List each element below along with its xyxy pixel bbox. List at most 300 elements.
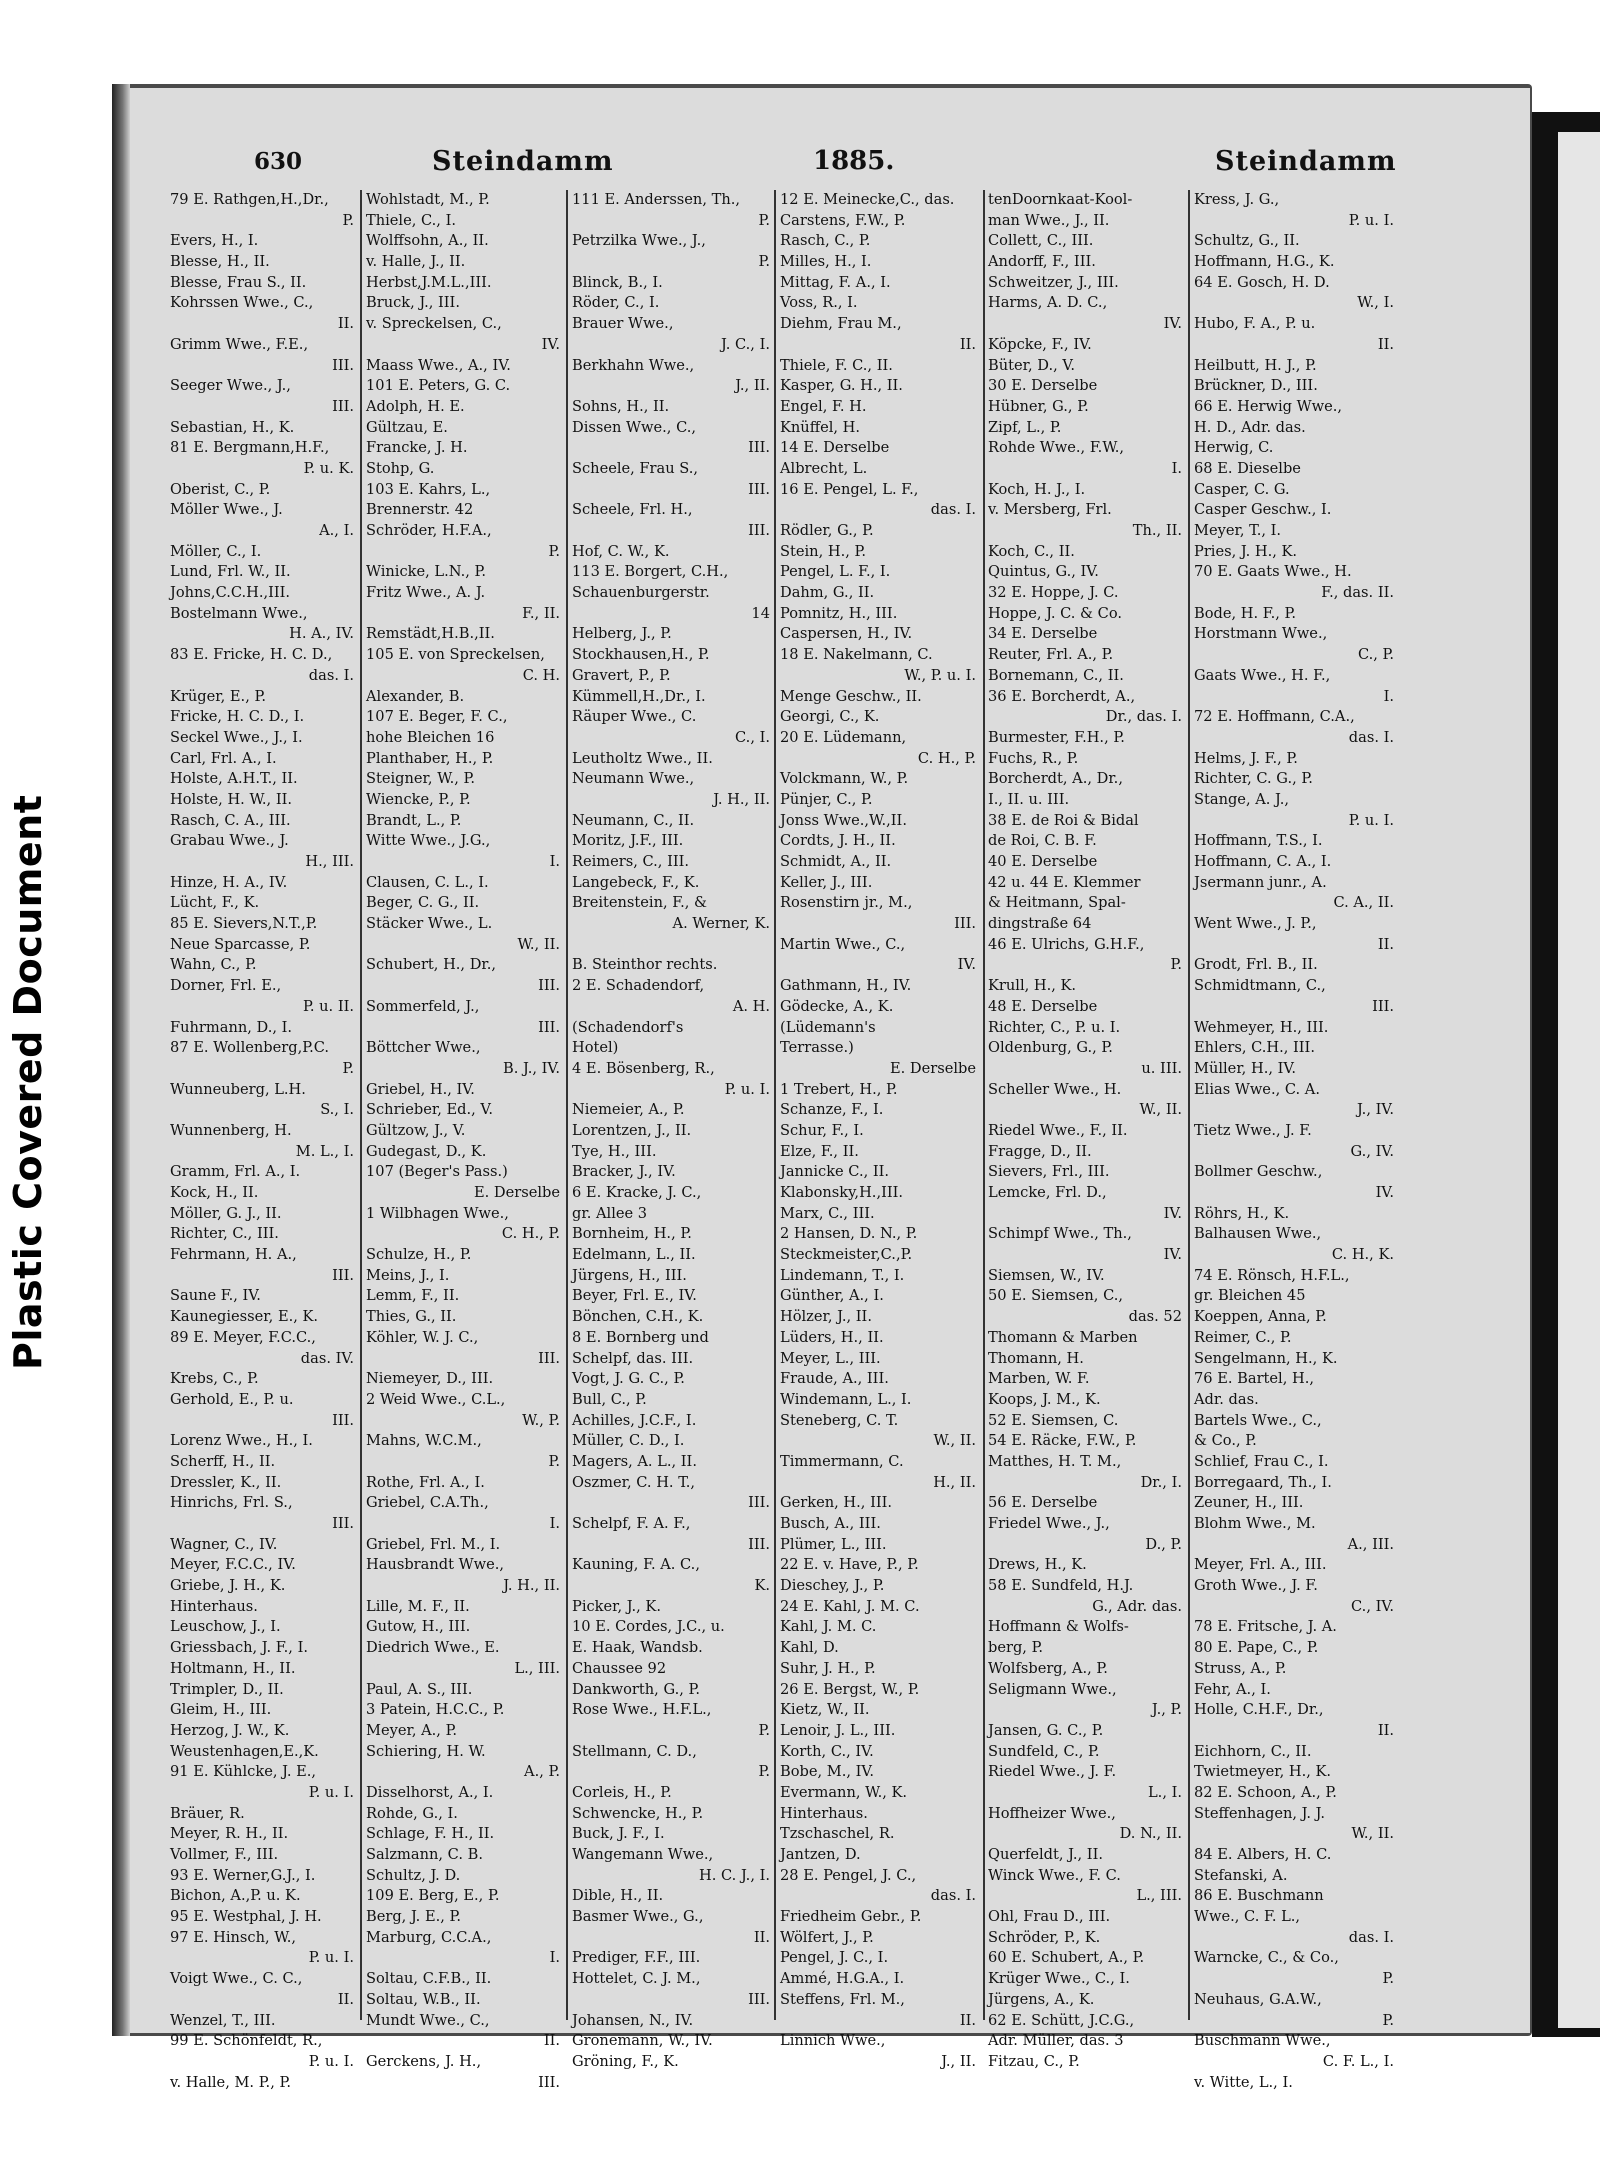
directory-line: Remstädt,H.B.,II.	[366, 625, 495, 643]
directory-line: III.	[748, 439, 770, 457]
directory-line: Bichon, A.,P. u. K.	[170, 1887, 301, 1905]
directory-line: H., III.	[305, 853, 354, 870]
directory-line: 2 E. Schadendorf,	[572, 977, 705, 995]
directory-line: 62 E. Schütt, J.C.G.,	[988, 2011, 1135, 2029]
directory-line: Hinze, H. A., IV.	[170, 873, 288, 891]
directory-line: Jannicke C., II.	[780, 1163, 890, 1181]
directory-line: 84 E. Albers, H. C.	[1194, 1846, 1332, 1863]
directory-line: II.	[1377, 1721, 1394, 1739]
directory-line: Bruck, J., III.	[366, 294, 460, 312]
directory-line: Koops, J. M., K.	[988, 1390, 1101, 1408]
directory-line: 64 E. Gosch, H. D.	[1194, 273, 1330, 291]
directory-line: Gödecke, A., K.	[780, 997, 894, 1015]
directory-line: Richter, C., P. u. I.	[988, 1018, 1121, 1036]
directory-line: 14	[751, 604, 770, 622]
directory-line: Riedel Wwe., F., II.	[988, 1121, 1128, 1139]
directory-line: Thomann, H.	[988, 1349, 1084, 1367]
directory-line: Steffens, Frl. M.,	[780, 1990, 905, 2008]
directory-line: Hübner, G., P.	[988, 397, 1089, 415]
directory-line: J., II.	[735, 377, 770, 395]
directory-line: Stange, A. J.,	[1194, 790, 1290, 808]
directory-line: Gerken, H., III.	[780, 1494, 893, 1512]
directory-line: 95 E. Westphal, J. H.	[170, 1908, 322, 1926]
directory-line: Riedel Wwe., J. F.	[988, 1763, 1117, 1781]
directory-line: Niemeier, A., P.	[572, 1101, 685, 1119]
directory-line: 50 E. Siemsen, C.,	[988, 1287, 1124, 1305]
directory-line: F., das. II.	[1321, 584, 1394, 602]
directory-line: 12 E. Meinecke,C., das.	[780, 191, 955, 208]
directory-line: Burmester, F.H., P.	[988, 728, 1125, 746]
directory-line: Schiering, H. W.	[366, 1742, 486, 1760]
directory-line: das. I.	[308, 666, 354, 684]
directory-line: Schröder, H.F.A.,	[366, 522, 492, 539]
directory-line: L., III.	[1136, 1887, 1182, 1905]
directory-line: 105 E. von Spreckelsen,	[366, 646, 545, 664]
directory-line: Korth, C., IV.	[780, 1742, 874, 1760]
directory-line: Fuchs, R., P.	[988, 749, 1079, 767]
directory-line: 4 E. Bösenberg, R.,	[572, 1059, 715, 1077]
directory-line: Casper, C. G.	[1194, 480, 1290, 498]
directory-line: 38 E. de Roi & Bidal	[988, 811, 1139, 829]
directory-line: Räuper Wwe., C.	[572, 708, 697, 726]
directory-line: Lemcke, Frl. D.,	[988, 1184, 1107, 1201]
directory-line: Tietz Wwe., J. F.	[1194, 1121, 1312, 1139]
directory-line: Lindemann, T., I.	[780, 1266, 905, 1284]
directory-line: Winicke, L.N., P.	[366, 563, 486, 581]
directory-line: Krüger, E., P.	[170, 687, 266, 705]
directory-line: W., II.	[1139, 1101, 1182, 1119]
directory-line: 82 E. Schoon, A., P.	[1194, 1783, 1337, 1801]
directory-line: Steffenhagen, J. J.	[1194, 1804, 1326, 1822]
directory-line: Krull, H., K.	[988, 977, 1077, 995]
directory-line: Soltau, C.F.B., II.	[366, 1970, 492, 1988]
directory-line: C. F. L., I.	[1322, 2052, 1394, 2070]
directory-line: v. Mersberg, Frl.	[988, 501, 1112, 519]
directory-line: Neuhaus, G.A.W.,	[1194, 1990, 1322, 2008]
directory-line: Stockhausen,H., P.	[572, 646, 710, 664]
directory-line: Struss, A., P.	[1194, 1659, 1287, 1677]
directory-line: Schlage, F. H., II.	[366, 1825, 495, 1843]
directory-line: Seeger Wwe., J.,	[170, 377, 291, 395]
directory-line: 60 E. Schubert, A., P.	[988, 1949, 1145, 1967]
directory-line: III.	[748, 522, 770, 539]
directory-line: Herwig, C.	[1194, 439, 1274, 457]
directory-line: Zipf, L., P.	[988, 418, 1062, 436]
directory-line: II.	[1377, 335, 1394, 353]
directory-line: Basmer Wwe., G.,	[572, 1908, 704, 1926]
directory-line: Bostelmann Wwe.,	[170, 604, 308, 622]
directory-line: Steckmeister,C.,P.	[780, 1246, 913, 1264]
directory-line: 16 E. Pengel, L. F.,	[780, 480, 919, 498]
directory-line: hohe Bleichen 16	[366, 728, 495, 746]
directory-line: Krüger Wwe., C., I.	[988, 1970, 1130, 1988]
directory-line: Schmidtmann, C.,	[1194, 977, 1326, 995]
running-head-year: 1885.	[813, 146, 895, 176]
directory-line: L., I.	[1147, 1783, 1182, 1801]
directory-line: Pries, J. H., K.	[1194, 542, 1298, 560]
directory-line: Hotel)	[572, 1039, 619, 1057]
directory-line: 68 E. Dieselbe	[1194, 459, 1301, 477]
directory-line: Meins, J., I.	[366, 1266, 450, 1284]
directory-line: Gültzau, E.	[366, 418, 448, 436]
directory-line: III.	[1372, 997, 1394, 1015]
directory-line: Kietz, W., II.	[780, 1701, 870, 1719]
directory-line: v. Halle, M. P., P.	[170, 2073, 291, 2091]
directory-line: Meyer, R. H., II.	[170, 1825, 289, 1843]
binding-shadow	[112, 84, 130, 2036]
directory-line: Linnich Wwe.,	[780, 2032, 886, 2050]
directory-line: J., II.	[941, 2052, 976, 2070]
directory-line: 56 E. Derselbe	[988, 1494, 1098, 1512]
directory-line: G., Adr. das.	[1092, 1597, 1182, 1615]
directory-line: Gröning, F., K.	[572, 2052, 679, 2070]
directory-line: Berg, J. E., P.	[366, 1908, 462, 1926]
directory-line: Thiele, C., I.	[366, 211, 456, 229]
directory-line: P.	[1382, 1970, 1394, 1988]
directory-line: Holtmann, H., II.	[170, 1659, 296, 1677]
directory-line: Leuschow, J., I.	[170, 1618, 281, 1636]
directory-line: Zeuner, H., III.	[1194, 1494, 1304, 1512]
directory-line: Wolfsberg, A., P.	[988, 1659, 1108, 1677]
directory-line: Carstens, F.W., P.	[780, 211, 906, 229]
running-head-right: Steindamm	[1215, 146, 1397, 177]
directory-line: K.	[754, 1577, 770, 1595]
directory-line: P. u. I.	[1348, 811, 1394, 829]
directory-line: Groth Wwe., J. F.	[1194, 1577, 1318, 1595]
directory-line: Blohm Wwe., M.	[1194, 1515, 1316, 1532]
directory-line: Harms, A. D. C.,	[988, 294, 1108, 312]
directory-line: Th., II.	[1132, 522, 1182, 539]
directory-line: Friedheim Gebr., P.	[780, 1908, 922, 1926]
directory-line: Diedrich Wwe., E.	[366, 1639, 500, 1657]
directory-line: Collett, C., III.	[988, 232, 1094, 250]
directory-line: P.	[342, 1059, 354, 1077]
directory-line: Fraude, A., III.	[780, 1370, 889, 1388]
directory-line: Sundfeld, C., P.	[988, 1742, 1100, 1760]
directory-line: Berkhahn Wwe.,	[572, 356, 695, 374]
directory-line: E. Derselbe	[889, 1059, 976, 1077]
directory-line: 46 E. Ulrichs, G.H.F.,	[988, 935, 1145, 953]
directory-line: Oszmer, C. H. T.,	[572, 1473, 696, 1491]
directory-line: Hinrichs, Frl. S.,	[170, 1494, 293, 1512]
directory-line: III.	[954, 915, 976, 933]
directory-line: Lille, M. F., II.	[366, 1597, 470, 1615]
directory-line: 111 E. Anderssen, Th.,	[572, 191, 741, 208]
directory-line: IV.	[1163, 1204, 1182, 1222]
directory-line: Möller, G. J., II.	[170, 1204, 282, 1222]
directory-line: Hubo, F. A., P. u.	[1194, 315, 1316, 333]
directory-line: Jürgens, H., III.	[572, 1266, 687, 1284]
directory-line: Suhr, J. H., P.	[780, 1659, 876, 1677]
directory-line: Gramm, Frl. A., I.	[170, 1163, 301, 1181]
directory-line: Blesse, H., II.	[170, 253, 270, 271]
directory-line: Seligmann Wwe.,	[988, 1680, 1117, 1698]
directory-line: Horstmann Wwe.,	[1194, 625, 1328, 643]
directory-line: I.	[1383, 687, 1394, 705]
directory-line: das. IV.	[300, 1349, 354, 1367]
directory-line: das. I.	[930, 501, 976, 519]
directory-line: F., II.	[522, 604, 560, 622]
directory-line: Rose Wwe., H.F.L.,	[572, 1701, 712, 1719]
side-label-text: Plastic Covered Document	[6, 794, 50, 1370]
directory-line: II.	[753, 1928, 770, 1946]
directory-line: Schelpf, das. III.	[572, 1349, 694, 1367]
directory-line: Mahns, W.C.M.,	[366, 1432, 482, 1450]
directory-line: Trimpler, D., II.	[170, 1680, 284, 1698]
directory-line: u. III.	[1141, 1059, 1182, 1077]
directory-line: Dible, H., II.	[572, 1887, 664, 1905]
directory-line: C. H.	[522, 666, 560, 684]
directory-line: Gravert, P., P.	[572, 666, 671, 684]
directory-line: B. Steinthor rechts.	[572, 956, 718, 974]
directory-line: Jsermann junr., A.	[1194, 873, 1327, 891]
directory-line: W., II.	[517, 935, 560, 953]
directory-line: v. Witte, L., I.	[1194, 2073, 1293, 2091]
directory-line: Köpcke, F., IV.	[988, 335, 1092, 353]
directory-line: Scheele, Frau S.,	[572, 459, 699, 477]
directory-line: Milles, H., I.	[780, 253, 872, 271]
directory-line: Terrasse.)	[780, 1039, 854, 1057]
directory-line: Gerhold, E., P. u.	[170, 1390, 294, 1408]
directory-line: I.	[549, 1515, 560, 1532]
directory-line: Dahm, G., II.	[780, 584, 875, 602]
directory-line: Meyer, L., III.	[780, 1349, 881, 1367]
directory-line: Dorner, Frl. E.,	[170, 977, 282, 995]
column-rule	[983, 190, 985, 2020]
directory-line: III.	[332, 1515, 354, 1532]
directory-line: 109 E. Berg, E., P.	[366, 1887, 500, 1905]
directory-line: Voigt Wwe., C. C.,	[170, 1970, 303, 1988]
directory-line: Siemsen, W., IV.	[988, 1266, 1105, 1284]
directory-line: A. H.	[732, 997, 770, 1015]
directory-line: Jürgens, A., K.	[988, 1990, 1095, 2008]
directory-line: P.	[758, 1763, 770, 1781]
directory-line: A. Werner, K.	[672, 915, 770, 933]
directory-line: IV.	[541, 335, 560, 353]
directory-line: Querfeldt, J., II.	[988, 1846, 1103, 1863]
directory-line: de Roi, C. B. F.	[988, 832, 1097, 850]
directory-line: Schwencke, H., P.	[572, 1804, 704, 1822]
directory-line: Hinterhaus.	[780, 1804, 868, 1822]
directory-line: J., P.	[1151, 1701, 1182, 1719]
directory-line: Schmidt, A., II.	[780, 853, 892, 870]
directory-line: Büter, D., V.	[988, 356, 1075, 374]
directory-line: 24 E. Kahl, J. M. C.	[780, 1597, 920, 1615]
directory-line: Wunnenberg, H.	[170, 1121, 292, 1139]
directory-line: 28 E. Pengel, J. C.,	[780, 1866, 917, 1884]
directory-column-2	[366, 190, 560, 2091]
directory-line: Scheller Wwe., H.	[988, 1080, 1122, 1098]
directory-line: Schur, F., I.	[780, 1121, 864, 1139]
directory-line: Oldenburg, G., P.	[988, 1039, 1113, 1057]
directory-line: P.	[548, 1452, 560, 1470]
directory-line: S., I.	[320, 1101, 354, 1119]
directory-line: 42 u. 44 E. Klemmer	[988, 873, 1141, 891]
directory-line: Dieschey, J., P.	[780, 1577, 885, 1595]
directory-line: III.	[538, 1349, 560, 1367]
directory-line: Pengel, L. F., I.	[780, 563, 891, 581]
directory-line: Sievers, Frl., III.	[988, 1163, 1110, 1181]
directory-line: Meyer, T., I.	[1194, 522, 1282, 539]
column-rule	[566, 190, 568, 2020]
directory-line: Magers, A. L., II.	[572, 1452, 697, 1470]
directory-line: Stellmann, C. D.,	[572, 1742, 697, 1760]
directory-line: P. u. II.	[303, 997, 354, 1015]
column-rule	[774, 190, 776, 2020]
directory-line: Mundt Wwe., C.,	[366, 2011, 490, 2029]
directory-line: Andorff, F., III.	[988, 253, 1096, 271]
directory-line: Balhausen Wwe.,	[1194, 1225, 1322, 1243]
directory-line: 113 E. Borgert, C.H.,	[572, 563, 729, 581]
directory-line: I.	[1171, 459, 1182, 477]
directory-line: 103 E. Kahrs, L.,	[366, 480, 491, 498]
directory-line: 6 E. Kracke, J. C.,	[572, 1184, 702, 1201]
directory-line: Hausbrandt Wwe.,	[366, 1556, 504, 1574]
directory-line: C. A., II.	[1333, 894, 1394, 912]
directory-line: III.	[748, 1535, 770, 1553]
directory-line: Kahl, D.	[780, 1639, 839, 1657]
directory-line: Vollmer, F., III.	[170, 1846, 279, 1863]
directory-line: Engel, F. H.	[780, 397, 867, 415]
directory-line: Cordts, J. H., II.	[780, 832, 896, 850]
directory-line: Wiencke, P., P.	[366, 790, 471, 808]
directory-line: Wunneuberg, L.H.	[170, 1080, 306, 1098]
directory-line: I.	[549, 853, 560, 870]
directory-line: Lorenz Wwe., H., I.	[170, 1432, 313, 1450]
directory-line: Hottelet, C. J. M.,	[572, 1970, 701, 1988]
directory-line: Griessbach, J. F., I.	[170, 1639, 308, 1657]
directory-line: I., II. u. III.	[988, 790, 1070, 808]
directory-line: Grabau Wwe., J.	[170, 832, 289, 850]
directory-line: Hölzer, J., II.	[780, 1308, 872, 1326]
directory-line: Thomann & Marben	[988, 1328, 1138, 1346]
directory-line: Gerckens, J. H.,	[366, 2052, 482, 2070]
directory-line: Bode, H. F., P.	[1194, 604, 1297, 622]
directory-line: Bornemann, C., II.	[988, 666, 1124, 684]
directory-line: Prediger, F.F., III.	[572, 1949, 701, 1967]
directory-line: C., P.	[1357, 646, 1394, 664]
directory-line: Griebel, Frl. M., I.	[366, 1535, 501, 1553]
directory-line: Müller, C. D., I.	[572, 1432, 685, 1450]
directory-line: Pengel, J. C., I.	[780, 1949, 889, 1967]
directory-line: Adr. das.	[1194, 1390, 1259, 1408]
directory-line: W., II.	[1351, 1825, 1394, 1843]
directory-line: Soltau, W.B., II.	[366, 1990, 481, 2008]
directory-line: v. Spreckelsen, C.,	[366, 315, 502, 333]
directory-line: Wangemann Wwe.,	[572, 1846, 714, 1863]
directory-line: Schauenburgerstr.	[572, 584, 710, 602]
directory-line: Bartels Wwe., C.,	[1194, 1411, 1322, 1429]
directory-line: II.	[337, 1990, 354, 2008]
directory-line: 72 E. Hoffmann, C.A.,	[1194, 708, 1355, 726]
directory-line: Buschmann Wwe.,	[1194, 2032, 1331, 2050]
page-number: 630	[254, 148, 303, 175]
directory-line: 83 E. Fricke, H. C. D.,	[170, 646, 333, 664]
directory-line: Picker, J., K.	[572, 1597, 661, 1615]
directory-line: P.	[758, 1721, 770, 1739]
directory-line: IV.	[1163, 315, 1182, 333]
directory-line: Möller, C., I.	[170, 542, 262, 560]
directory-line: Schubert, H., Dr.,	[366, 956, 497, 974]
directory-line: 2 Weid Wwe., C.L.,	[366, 1390, 506, 1408]
directory-line: das. I.	[930, 1887, 976, 1905]
directory-line: Timmermann, C.	[780, 1452, 904, 1470]
directory-line: Busch, A., III.	[780, 1515, 881, 1532]
directory-line: Wwe., C. F. L.,	[1194, 1908, 1301, 1926]
directory-line: Herzog, J. W., K.	[170, 1721, 290, 1739]
directory-line: Windemann, L., I.	[780, 1390, 912, 1408]
directory-line: Seckel Wwe., J., I.	[170, 728, 303, 746]
directory-column-1	[170, 190, 354, 2091]
directory-line: Hoffmann & Wolfs-	[988, 1618, 1129, 1636]
directory-line	[572, 935, 770, 956]
directory-line: IV.	[1375, 1184, 1394, 1201]
directory-line: C., IV.	[1351, 1597, 1394, 1615]
directory-line: 32 E. Hoppe, J. C.	[988, 584, 1119, 602]
directory-line: gr. Allee 3	[572, 1204, 648, 1222]
directory-line: Francke, J. H.	[366, 439, 468, 457]
directory-line: Koch, H. J., I.	[988, 480, 1086, 498]
directory-line: 20 E. Lüdemann,	[780, 728, 907, 746]
directory-line: Chaussee 92	[572, 1659, 667, 1677]
directory-line: W., P.	[522, 1411, 560, 1429]
directory-line: 40 E. Derselbe	[988, 853, 1098, 870]
directory-line: Wagner, C., IV.	[170, 1535, 278, 1553]
directory-line: J. C., I.	[721, 335, 770, 353]
directory-line: Jonss Wwe.,W.,II.	[780, 811, 907, 829]
directory-line: Fehr, A., I.	[1194, 1680, 1271, 1698]
directory-line: 1 Trebert, H., P.	[780, 1080, 898, 1098]
directory-line: H. D., Adr. das.	[1194, 418, 1306, 436]
directory-line: Richter, C. G., P.	[1194, 770, 1313, 788]
directory-line: Fragge, D., II.	[988, 1142, 1092, 1160]
directory-line: W., P. u. I.	[904, 666, 976, 684]
directory-line: Scheele, Frl. H.,	[572, 501, 693, 519]
directory-line: Rasch, C. A., III.	[170, 811, 291, 829]
directory-column-6	[1194, 190, 1394, 2091]
directory-line: Blinck, B., I.	[572, 273, 663, 291]
directory-line: Albrecht, L.	[780, 459, 868, 477]
directory-column-3	[572, 190, 770, 2070]
directory-line: Stäcker Wwe., L.	[366, 915, 493, 933]
directory-line: Winck Wwe., F. C.	[988, 1866, 1121, 1884]
directory-line: Marben, W. F.	[988, 1370, 1090, 1388]
directory-line: 89 E. Meyer, F.C.C.,	[170, 1328, 316, 1346]
directory-line: Johns,C.C.H.,III.	[170, 584, 291, 602]
directory-line: Wolffsohn, A., II.	[366, 232, 489, 250]
directory-line: Hoffmann, H.G., K.	[1194, 253, 1335, 271]
directory-line: Günther, A., I.	[780, 1287, 884, 1305]
directory-line: Kock, H., II.	[170, 1184, 259, 1201]
directory-line: III.	[538, 1018, 560, 1036]
directory-line: Lenoir, J. L., III.	[780, 1721, 896, 1739]
directory-line: Holste, A.H.T., II.	[170, 770, 298, 788]
directory-line: M. L., I.	[295, 1142, 354, 1160]
directory-line: Schlief, Frau C., I.	[1194, 1452, 1329, 1470]
directory-line: Bollmer Geschw.,	[1194, 1163, 1323, 1181]
directory-line: III.	[538, 2073, 560, 2091]
directory-line: Grimm Wwe., F.E.,	[170, 335, 309, 353]
directory-line: J. H., II.	[503, 1577, 560, 1595]
directory-column-5	[988, 190, 1182, 2070]
directory-line: Adolph, H. E.	[366, 397, 465, 415]
directory-line: Gleim, H., III.	[170, 1701, 272, 1719]
directory-line: P. u. I.	[308, 1783, 354, 1801]
directory-line: Elze, F., II.	[780, 1142, 859, 1160]
directory-line: Klabonsky,H.,III.	[780, 1184, 904, 1201]
directory-line: Kress, J. G.,	[1194, 191, 1280, 208]
directory-line: Knüffel, H.	[780, 418, 861, 436]
